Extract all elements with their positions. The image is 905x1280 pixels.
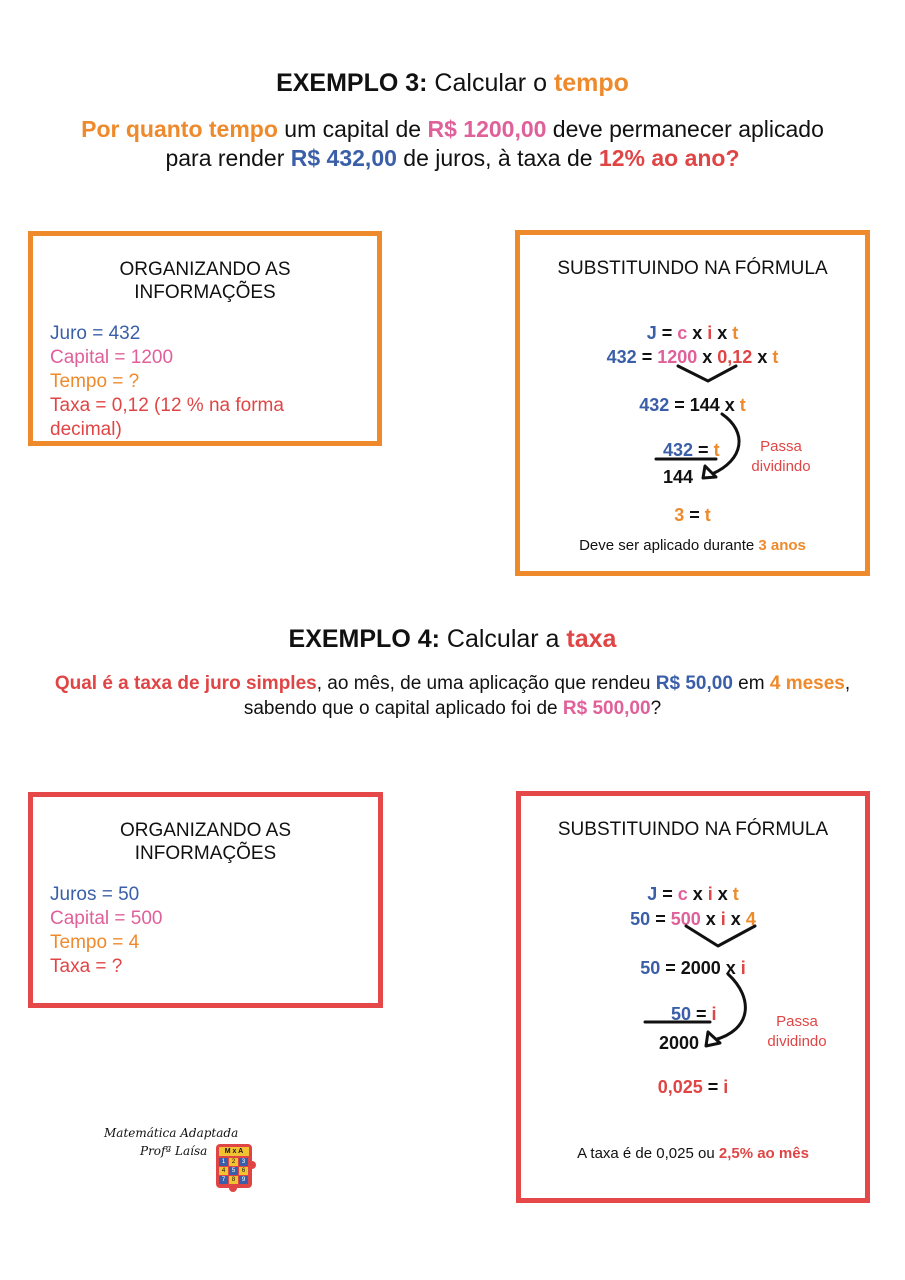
puzzle-knob-bottom — [229, 1184, 237, 1192]
passa-dividindo-note: Passa dividindo — [767, 1013, 827, 1050]
logo-keypad: 1 2 3 4 5 6 7 8 9 — [219, 1158, 249, 1184]
puzzle-knob-right — [248, 1161, 256, 1169]
formula-simplified: 432 = 144 x t — [639, 395, 746, 415]
info-capital: Capital = 1200 — [50, 347, 174, 368]
ex3-combine-v — [678, 366, 736, 381]
formula-result: 0,025 = i — [657, 1077, 729, 1097]
formula-general: J = c x i x t — [647, 884, 739, 904]
fraction-numerator: 432 = t — [663, 440, 720, 460]
formula-result: 3 = t — [674, 505, 711, 525]
ex4-combine-v — [686, 926, 755, 946]
logo-line-1: Matemática Adaptada — [104, 1126, 239, 1140]
example-4-title: EXEMPLO 4: Calcular a taxa — [288, 625, 617, 653]
info-capital: Capital = 500 — [50, 908, 163, 929]
info-taxa: Taxa = 0,12 (12 % na forma decimal) — [50, 395, 284, 440]
formula-general: J = c x i x t — [646, 323, 739, 343]
formula-substituted: 50 = 500 x i x 4 — [630, 909, 756, 929]
info-juros: Juros = 50 — [50, 884, 140, 905]
example-4-question: Qual é a taxa de juro simples, ao mês, de uma aplicação que rendeu R$ 50,00 em 4 meses, sabendo que o capital aplicado foi de R$ 500,00? — [54, 673, 851, 719]
author-logo — [104, 1124, 264, 1196]
info-box-title: ORGANIZANDO AS INFORMAÇÕES — [119, 820, 292, 864]
passa-dividindo-note: Passa dividindo — [751, 438, 811, 475]
fraction-denominator: 2000 — [659, 1033, 700, 1053]
answer-text: A taxa é de 0,025 ou 2,5% ao mês — [577, 1145, 809, 1162]
info-box-title: ORGANIZANDO AS INFORMAÇÕES — [119, 259, 291, 303]
formula-box-title: SUBSTITUINDO NA FÓRMULA — [557, 819, 829, 840]
info-tempo: Tempo = 4 — [50, 932, 140, 953]
info-tempo: Tempo = ? — [50, 371, 140, 392]
logo-badge: M x A — [219, 1147, 249, 1156]
formula-box-title: SUBSTITUINDO NA FÓRMULA — [557, 258, 828, 279]
formula-simplified: 50 = 2000 x i — [640, 958, 746, 978]
fraction-denominator: 144 — [663, 467, 694, 487]
formula-substituted: 432 = 1200 x 0,12 x t — [606, 347, 779, 367]
puzzle-calculator-icon — [216, 1144, 252, 1188]
example-3-question: Por quanto tempo um capital de R$ 1200,00 deve permanecer aplicado para render R$ 432,00 de juros, à taxa de 12% ao ano? — [81, 116, 824, 171]
ex4-curved-arrow — [714, 974, 745, 1040]
info-taxa: Taxa = ? — [50, 956, 123, 977]
info-juro: Juro = 432 — [50, 323, 141, 344]
fraction-numerator: 50 = i — [671, 1004, 717, 1024]
example-3-title: EXEMPLO 3: Calcular o tempo — [276, 69, 629, 97]
logo-line-2: Profª Laísa — [140, 1144, 208, 1158]
answer-text: Deve ser aplicado durante 3 anos — [579, 537, 806, 554]
ex3-curved-arrow — [712, 414, 739, 474]
